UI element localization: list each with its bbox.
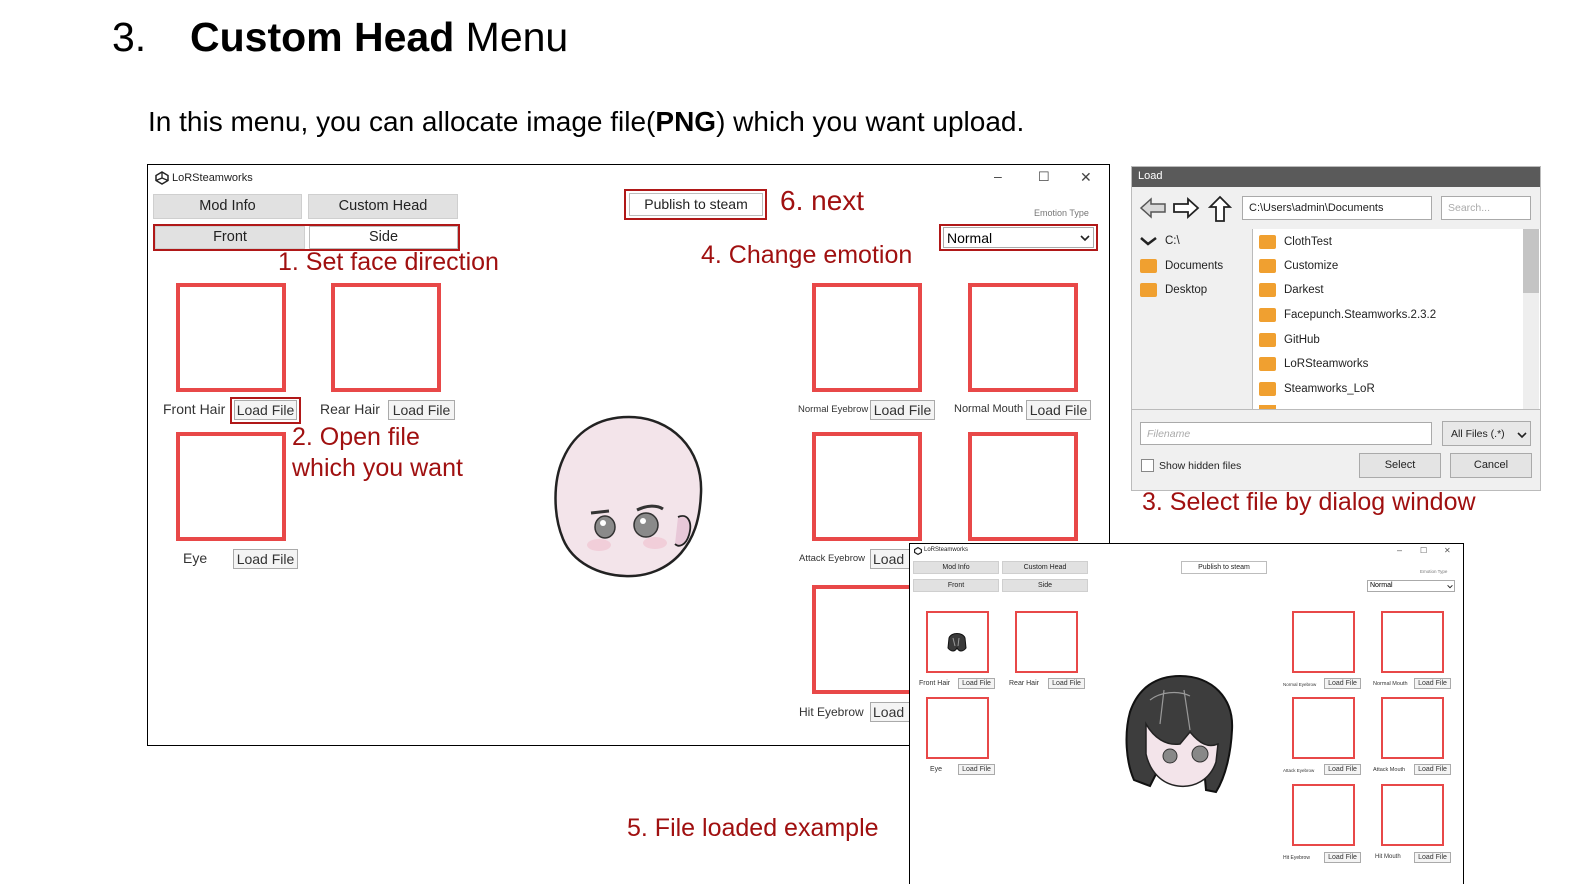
example-direction-front[interactable]: Front — [913, 579, 999, 592]
annotation-2-line2: which you want — [292, 454, 463, 482]
example-normal-mouth-label: Normal Mouth — [1373, 681, 1408, 687]
example-attack-mouth-load[interactable]: Load File — [1414, 764, 1451, 775]
annotation-1: 1. Set face direction — [278, 248, 499, 276]
folder-icon — [1259, 382, 1276, 396]
annotation-2-line1: 2. Open file — [292, 423, 420, 451]
intro-after: ) which you want upload. — [716, 106, 1025, 137]
folder-icon — [1259, 283, 1276, 297]
file-item[interactable] — [1259, 357, 1368, 371]
place-item-drive-label: C:\ — [1165, 235, 1180, 247]
character-preview-image — [1120, 672, 1240, 800]
search-input[interactable] — [1441, 196, 1531, 220]
example-rear-hair-load[interactable]: Load File — [1048, 678, 1085, 689]
folder-icon — [1140, 259, 1157, 273]
example-normal-eyebrow-label: Normal Eyebrow — [1283, 682, 1317, 687]
example-normal-mouth-load[interactable]: Load File — [1414, 678, 1451, 689]
example-eye-label: Eye — [930, 766, 943, 773]
head-preview-image — [551, 413, 706, 579]
normal-mouth-label: Normal Mouth — [954, 403, 1024, 415]
annotation-4: 4. Change emotion — [701, 241, 913, 269]
normal-mouth-load-button[interactable]: Load File — [1026, 400, 1091, 420]
example-direction-side[interactable]: Side — [1002, 579, 1088, 592]
publish-to-steam-button[interactable]: Publish to steam — [629, 193, 763, 216]
select-button[interactable]: Select — [1359, 453, 1441, 478]
annotation-3: 3. Select file by dialog window — [1142, 488, 1476, 516]
dialog-titlebar — [1132, 167, 1540, 187]
attack-eyebrow-slot — [812, 432, 922, 541]
hair-thumbnail-image — [945, 630, 969, 654]
example-publish-button[interactable]: Publish to steam — [1181, 561, 1267, 574]
place-item-desktop-label: Desktop — [1165, 284, 1208, 297]
example-tab-custom-head[interactable]: Custom Head — [1002, 561, 1088, 574]
normal-eyebrow-slot — [812, 283, 922, 392]
normal-eyebrow-load-button[interactable]: Load File — [870, 400, 935, 420]
example-close-button[interactable]: ✕ — [1444, 546, 1451, 555]
show-hidden-checkbox[interactable] — [1141, 459, 1154, 472]
file-item[interactable] — [1259, 333, 1320, 347]
dialog-title: Load — [1138, 170, 1163, 182]
emotion-type-label: Emotion Type — [1034, 208, 1089, 218]
attack-mouth-slot — [968, 432, 1078, 541]
path-input[interactable] — [1242, 196, 1432, 220]
attack-eyebrow-load-button[interactable]: Load — [870, 549, 935, 569]
direction-front-button[interactable]: Front — [155, 226, 305, 249]
file-item[interactable] — [1259, 235, 1332, 249]
chevron-down-icon — [1080, 234, 1090, 242]
search-placeholder: Search... — [1448, 202, 1491, 214]
example-attack-eyebrow-label: Attack Eyebrow — [1283, 768, 1315, 773]
eye-load-button[interactable]: Load File — [233, 549, 298, 569]
example-emotion-type-label: Emotion Type — [1420, 569, 1448, 574]
intro-text — [148, 106, 1024, 138]
hit-eyebrow-load-button[interactable]: Load — [870, 702, 935, 722]
example-hit-eyebrow-slot — [1292, 784, 1355, 846]
file-item-label: Facepunch.Steamworks.2.3.2 — [1284, 309, 1437, 322]
file-item-label: Steamworks_LoR — [1284, 383, 1375, 396]
unity-logo-icon — [914, 547, 922, 555]
place-item-drive[interactable] — [1140, 235, 1180, 247]
folder-icon — [1140, 283, 1157, 297]
example-normal-eyebrow-load[interactable]: Load File — [1324, 678, 1361, 689]
drive-icon — [1140, 236, 1157, 246]
section-number: 3. — [112, 14, 147, 60]
folder-icon — [1259, 333, 1276, 347]
normal-mouth-slot — [968, 283, 1078, 392]
file-item-label: Darkest — [1284, 284, 1324, 297]
section-title-rest: Menu — [465, 14, 569, 60]
section-heading — [112, 14, 568, 61]
chevron-down-icon — [1517, 431, 1527, 439]
example-attack-mouth-label: Attack Mouth — [1373, 767, 1406, 773]
path-input-value: C:\Users\admin\Documents — [1249, 202, 1384, 214]
folder-icon — [1259, 259, 1276, 273]
section-title-bold: Custom Head — [190, 14, 455, 60]
file-item-label: LoRSteamworks — [1284, 358, 1369, 371]
direction-side-button[interactable]: Side — [309, 226, 458, 249]
place-item-desktop[interactable] — [1140, 283, 1207, 297]
folder-icon — [1259, 308, 1276, 322]
minimize-button[interactable]: – — [994, 168, 1002, 184]
example-front-hair-label: Front Hair — [919, 680, 951, 687]
app-window-example — [909, 543, 1464, 884]
file-item[interactable] — [1259, 283, 1324, 297]
example-emotion-select[interactable] — [1367, 580, 1455, 592]
hit-eyebrow-slot — [812, 585, 922, 694]
normal-eyebrow-label: Normal Eyebrow — [798, 404, 869, 415]
example-front-hair-slot — [926, 611, 989, 673]
rear-hair-load-button[interactable]: Load File — [388, 400, 455, 420]
example-hit-eyebrow-label: Hit Eyebrow — [1283, 855, 1310, 861]
hit-eyebrow-label: Hit Eyebrow — [799, 705, 864, 719]
dialog-bottom-divider — [1132, 409, 1540, 410]
example-emotion-value: Normal — [1370, 582, 1393, 589]
close-button[interactable]: ✕ — [1080, 169, 1092, 185]
files-scrollbar[interactable] — [1523, 229, 1539, 409]
example-hit-eyebrow-load[interactable]: Load File — [1324, 852, 1361, 863]
eye-label: Eye — [183, 550, 208, 566]
place-item-documents-label: Documents — [1165, 260, 1224, 273]
show-hidden-label: Show hidden files — [1159, 460, 1242, 472]
window-title: LoRSteamworks — [172, 172, 253, 184]
example-attack-mouth-slot — [1381, 697, 1444, 759]
scrollbar-thumb[interactable] — [1523, 229, 1539, 293]
example-maximize-button[interactable]: ☐ — [1420, 546, 1428, 555]
maximize-button[interactable]: ☐ — [1038, 169, 1050, 184]
intro-bold: PNG — [655, 106, 717, 137]
file-item[interactable] — [1259, 259, 1338, 273]
cancel-button[interactable]: Cancel — [1450, 453, 1532, 478]
example-front-hair-load[interactable]: Load File — [958, 678, 995, 689]
place-item-documents[interactable] — [1140, 259, 1223, 273]
front-hair-label: Front Hair — [163, 401, 226, 417]
example-minimize-button[interactable]: – — [1397, 545, 1403, 555]
filter-select[interactable] — [1442, 421, 1531, 446]
eye-slot — [176, 432, 286, 541]
example-hit-mouth-label: Hit Mouth — [1375, 854, 1401, 860]
unity-logo-icon — [155, 171, 169, 185]
annotation-5: 5. File loaded example — [627, 814, 879, 842]
up-arrow-icon[interactable] — [1208, 195, 1232, 223]
example-hit-mouth-load[interactable]: Load File — [1414, 852, 1451, 863]
places-pane — [1132, 229, 1252, 409]
emotion-select-value: Normal — [947, 230, 993, 246]
intro-before: In this menu, you can allocate image file( — [148, 106, 656, 137]
filename-placeholder: Filename — [1147, 428, 1191, 440]
example-normal-eyebrow-slot — [1292, 611, 1355, 673]
tab-custom-head[interactable]: Custom Head — [308, 194, 458, 219]
file-item[interactable] — [1259, 382, 1375, 396]
forward-arrow-icon[interactable] — [1172, 196, 1200, 220]
annotation-6: 6. next — [780, 185, 865, 216]
example-window-title: LoRSteamworks — [924, 547, 969, 553]
example-eye-load[interactable]: Load File — [958, 764, 995, 775]
example-attack-eyebrow-load[interactable]: Load File — [1324, 764, 1361, 775]
example-rear-hair-label: Rear Hair — [1009, 680, 1039, 687]
folder-icon — [1259, 235, 1276, 249]
tab-mod-info[interactable]: Mod Info — [153, 194, 302, 219]
load-dialog — [1131, 166, 1541, 491]
file-item-label: ClothTest — [1284, 236, 1332, 249]
chevron-down-icon — [1447, 584, 1453, 589]
example-normal-mouth-slot — [1381, 611, 1444, 673]
rear-hair-label: Rear Hair — [320, 401, 380, 417]
front-hair-load-button[interactable]: Load File — [234, 400, 297, 420]
back-arrow-icon[interactable] — [1139, 196, 1167, 220]
example-hit-mouth-slot — [1381, 784, 1444, 846]
filename-input[interactable] — [1140, 422, 1432, 445]
filter-select-value: All Files (.*) — [1451, 428, 1505, 440]
file-item[interactable] — [1259, 308, 1436, 322]
front-hair-slot — [176, 283, 286, 392]
file-item-label: Customize — [1284, 260, 1339, 273]
file-item-label: GitHub — [1284, 334, 1320, 347]
example-rear-hair-slot — [1015, 611, 1078, 673]
example-attack-eyebrow-slot — [1292, 697, 1355, 759]
rear-hair-slot — [331, 283, 441, 392]
example-eye-slot — [926, 697, 989, 759]
attack-eyebrow-label: Attack Eyebrow — [799, 553, 865, 564]
emotion-select[interactable] — [943, 227, 1094, 248]
example-tab-mod-info[interactable]: Mod Info — [913, 561, 999, 574]
folder-icon — [1259, 357, 1276, 371]
